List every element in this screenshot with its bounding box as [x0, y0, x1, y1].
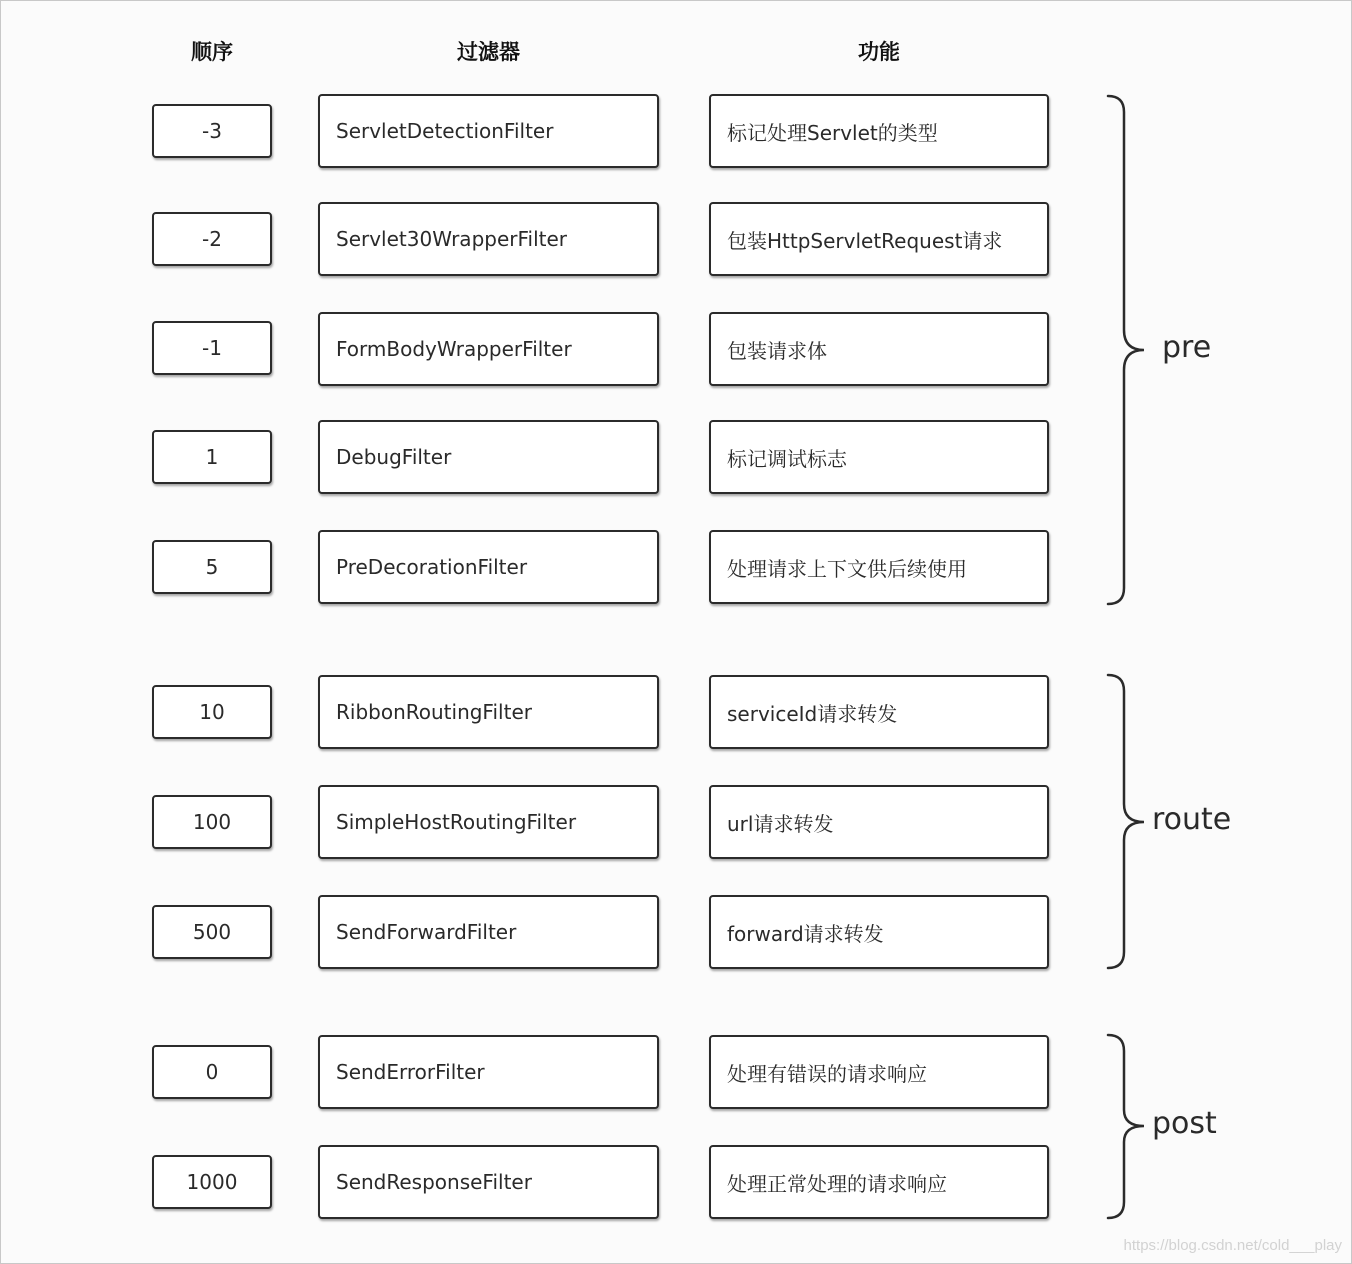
order-box: -2 [152, 212, 272, 266]
filter-box: ServletDetectionFilter [318, 94, 659, 168]
function-box: forward请求转发 [709, 895, 1049, 969]
order-box: 100 [152, 795, 272, 849]
order-box: 1 [152, 430, 272, 484]
filter-box: Servlet30WrapperFilter [318, 202, 659, 276]
stage-label-route: route [1152, 802, 1232, 837]
order-box: 500 [152, 905, 272, 959]
function-box: 包装请求体 [709, 312, 1049, 386]
order-box: 0 [152, 1045, 272, 1099]
stage-label-pre: pre [1162, 330, 1212, 365]
order-box: -1 [152, 321, 272, 375]
function-box: 标记调试标志 [709, 420, 1049, 494]
header-order: 顺序 [191, 40, 233, 64]
filter-box: DebugFilter [318, 420, 659, 494]
filter-box: SimpleHostRoutingFilter [318, 785, 659, 859]
function-box: 处理请求上下文供后续使用 [709, 530, 1049, 604]
watermark: https://blog.csdn.net/cold___play [1123, 1237, 1342, 1254]
header-filter: 过滤器 [457, 40, 520, 64]
function-box: url请求转发 [709, 785, 1049, 859]
order-box: 1000 [152, 1155, 272, 1209]
filter-box: SendResponseFilter [318, 1145, 659, 1219]
filter-box: FormBodyWrapperFilter [318, 312, 659, 386]
filter-box: SendErrorFilter [318, 1035, 659, 1109]
order-box: 10 [152, 685, 272, 739]
filter-box: SendForwardFilter [318, 895, 659, 969]
order-box: 5 [152, 540, 272, 594]
post-brace [1108, 1035, 1144, 1218]
function-box: 处理正常处理的请求响应 [709, 1145, 1049, 1219]
function-box: 处理有错误的请求响应 [709, 1035, 1049, 1109]
filter-box: PreDecorationFilter [318, 530, 659, 604]
filter-box: RibbonRoutingFilter [318, 675, 659, 749]
function-box: serviceId请求转发 [709, 675, 1049, 749]
function-box: 标记处理Servlet的类型 [709, 94, 1049, 168]
header-function: 功能 [858, 40, 900, 64]
route-brace [1108, 675, 1144, 968]
function-box: 包装HttpServletRequest请求 [709, 202, 1049, 276]
pre-brace [1108, 96, 1144, 604]
order-box: -3 [152, 104, 272, 158]
stage-label-post: post [1152, 1106, 1217, 1141]
